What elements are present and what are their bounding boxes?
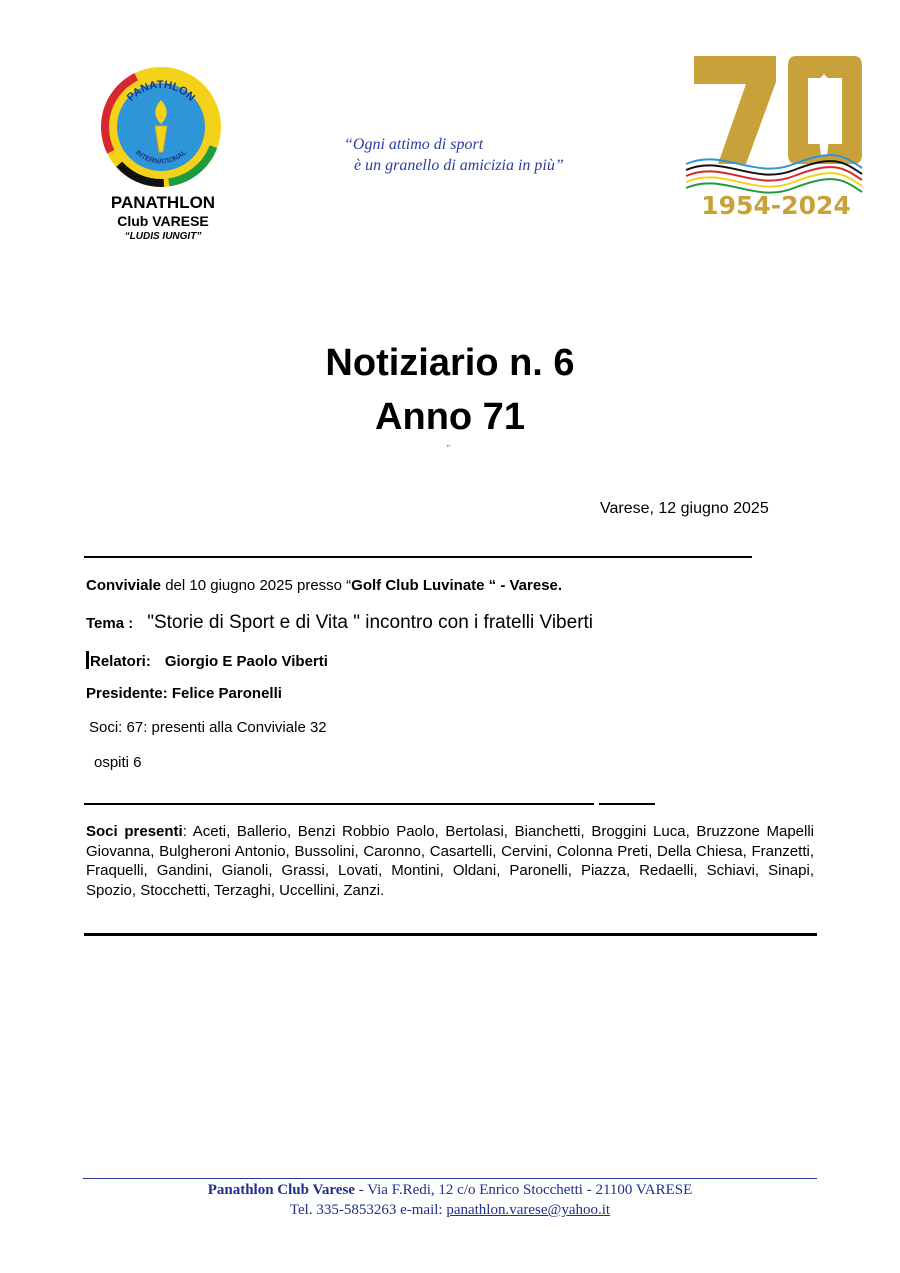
logo-text-top: PANATHLON [124, 78, 198, 104]
cursor-mark [86, 651, 89, 669]
footer-org-name: Panathlon Club Varese [207, 1182, 355, 1198]
relatori-label: Relatori: [90, 653, 151, 670]
tema-text: "Storie di Sport e di Vita " incontro con i fratelli Viberti [147, 612, 594, 633]
footer-phone: Tel. 335-5853263 e-mail: [289, 1202, 447, 1218]
soci-presenti-label: Soci presenti [86, 823, 183, 840]
divider-middle [84, 803, 594, 805]
relatori-text: Giorgio E Paolo Viberti [164, 653, 328, 670]
conviviale-line [86, 577, 562, 594]
ospiti-count: ospiti 6 [94, 754, 142, 771]
divider-bottom [84, 933, 817, 936]
footer-contact-line [0, 1202, 900, 1219]
club-name: PANATHLON [110, 193, 216, 212]
conviviale-venue: Golf Club Luvinate “ - Varese. [351, 577, 563, 594]
tema-label: Tema : [86, 615, 134, 632]
soci-presenti-paragraph [86, 822, 814, 900]
footer-address-line [0, 1182, 900, 1199]
conviviale-label: Conviviale [86, 577, 162, 594]
relatori-line [86, 651, 328, 670]
tema-line [86, 612, 593, 634]
club-subtitle: Club VARESE [117, 213, 209, 229]
logo-text-bottom: INTERNATIONAL [133, 149, 189, 166]
divider-middle-short [599, 803, 655, 805]
soci-count: Soci: 67: presenti alla Conviviale 32 [89, 719, 327, 736]
anniversary-years: 1954-2024 [701, 191, 851, 220]
divider-top [84, 556, 752, 558]
newsletter-year: Anno 71 [375, 396, 525, 438]
motto-line-2: è un granello di amicizia in più” [354, 157, 564, 174]
anniversary-logo [684, 52, 864, 220]
conviviale-text: del 10 giugno 2025 presso “ [161, 577, 352, 594]
footer-email-link[interactable]: panathlon.varese@yahoo.it [446, 1202, 611, 1218]
motto-line-1: “Ogni attimo di sport [344, 136, 484, 153]
panathlon-logo [100, 66, 222, 188]
footer-divider [83, 1178, 817, 1179]
club-motto-latin: “LUDIS IUNGIT” [124, 231, 202, 242]
stray-mark: " [447, 444, 450, 453]
document-date: Varese, 12 giugno 2025 [600, 500, 769, 517]
presidente-line: Presidente: Felice Paronelli [86, 685, 282, 702]
footer-address: - Via F.Redi, 12 c/o Enrico Stocchetti - 21100 VARESE [354, 1182, 693, 1198]
newsletter-title: Notiziario n. 6 [325, 342, 575, 384]
soci-presenti-list: : Aceti, Ballerio, Benzi Robbio Paolo, Bertolasi, Bianchetti, Broggini Luca, Bruzzone Mapelli Giovanna, Bulgheroni Antonio, Bussolini, Caronno, Casartelli, Cervini, Colonna Preti, Della Chiesa, Franzetti, Fraquelli, Gandini, Gianoli, Grassi, Lovati, Montini, Oldani, Paronelli, Piazza, Redaelli, Schiavi, Sinapi, Spozio, Stocchetti, Terzaghi, Uccellini, Zanzi. [86, 823, 814, 899]
